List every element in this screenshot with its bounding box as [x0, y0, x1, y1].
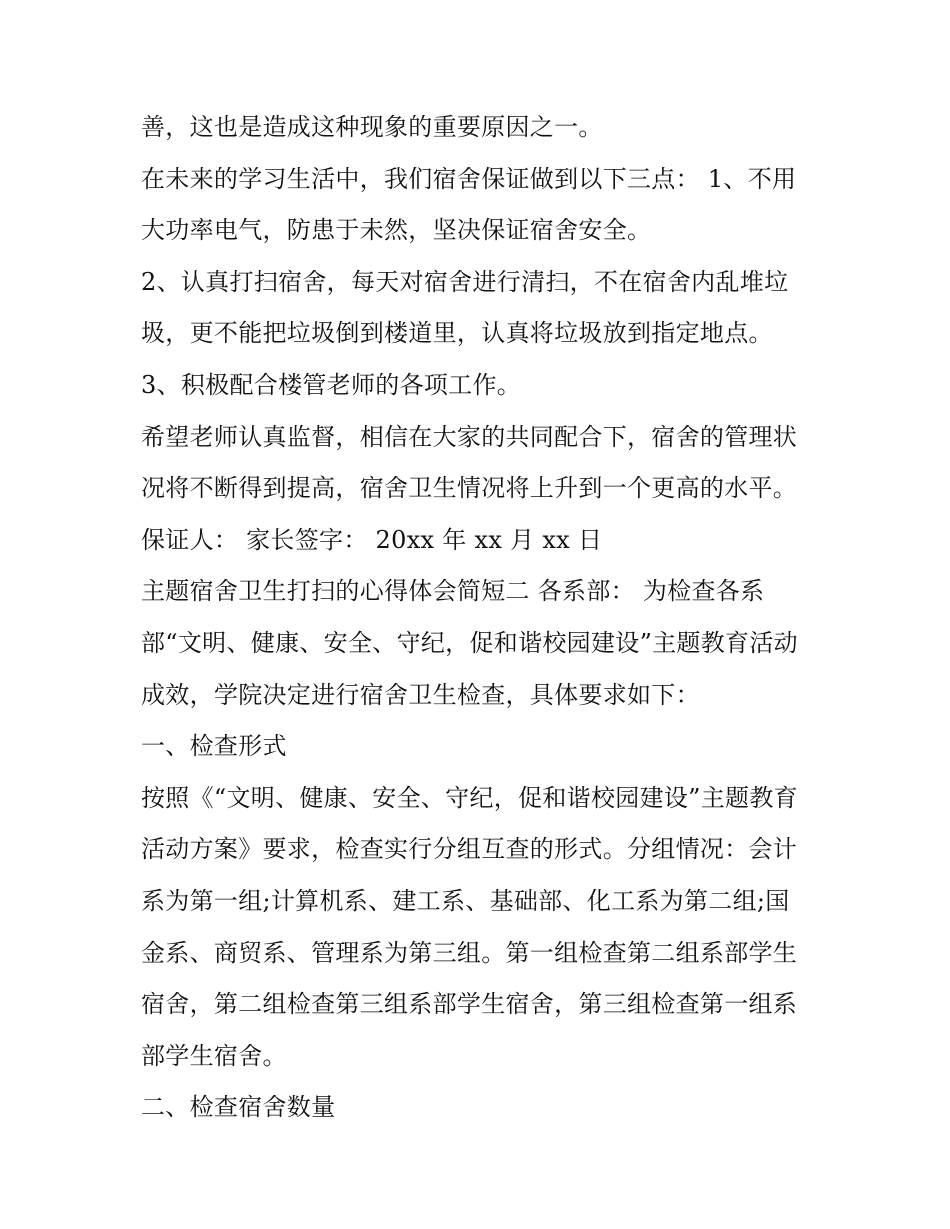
signature-line: 保证人： 家长签字： 20xx 年 xx 月 xx 日 [141, 525, 603, 554]
text-line: 大功率电气，防患于未然，坚决保证宿舍安全。 [141, 216, 652, 245]
text-line: 圾，更不能把垃圾倒到楼道里，认真将垃圾放到指定地点。 [141, 319, 773, 348]
text-line: 主题宿舍卫生打扫的心得体会简短二 各系部： 为检查各系 [141, 577, 765, 606]
text-line: 在未来的学习生活中，我们宿舍保证做到以下三点： 1、不用 [141, 164, 797, 193]
section-heading: 二、检查宿舍数量 [141, 1093, 336, 1122]
text-line: 部“文明、健康、安全、守纪，促和谐校园建设”主题教育活动 [141, 628, 798, 657]
text-line: 金系、商贸系、管理系为第三组。第一组检查第二组系部学生 [141, 938, 798, 967]
text-line: 按照《“文明、健康、安全、守纪，促和谐校园建设”主题教育 [141, 783, 798, 812]
text-line: 成效，学院决定进行宿舍卫生检查，具体要求如下： [141, 680, 700, 709]
text-line: 况将不断得到提高，宿舍卫生情况将上升到一个更高的水平。 [141, 474, 798, 503]
text-line: 宿舍，第二组检查第三组系部学生宿舍，第三组检查第一组系 [141, 990, 798, 1019]
text-line: 2、认真打扫宿舍，每天对宿舍进行清扫，不在宿舍内乱堆垃 [141, 267, 789, 296]
text-line: 部学生宿舍。 [141, 1041, 287, 1070]
text-line: 3、积极配合楼管老师的各项工作。 [141, 370, 522, 399]
text-line: 活动方案》要求，检查实行分组互查的形式。分组情况：会计 [141, 835, 798, 864]
text-line: 善，这也是造成这种现象的重要原因之一。 [141, 113, 603, 141]
text-line: 希望老师认真监督，相信在大家的共同配合下，宿舍的管理状 [141, 422, 798, 451]
document-body [141, 102, 831, 1134]
text-line: 系为第一组;计算机系、建工系、基础部、化工系为第二组;国 [141, 886, 790, 915]
section-heading: 一、检查形式 [141, 732, 287, 761]
